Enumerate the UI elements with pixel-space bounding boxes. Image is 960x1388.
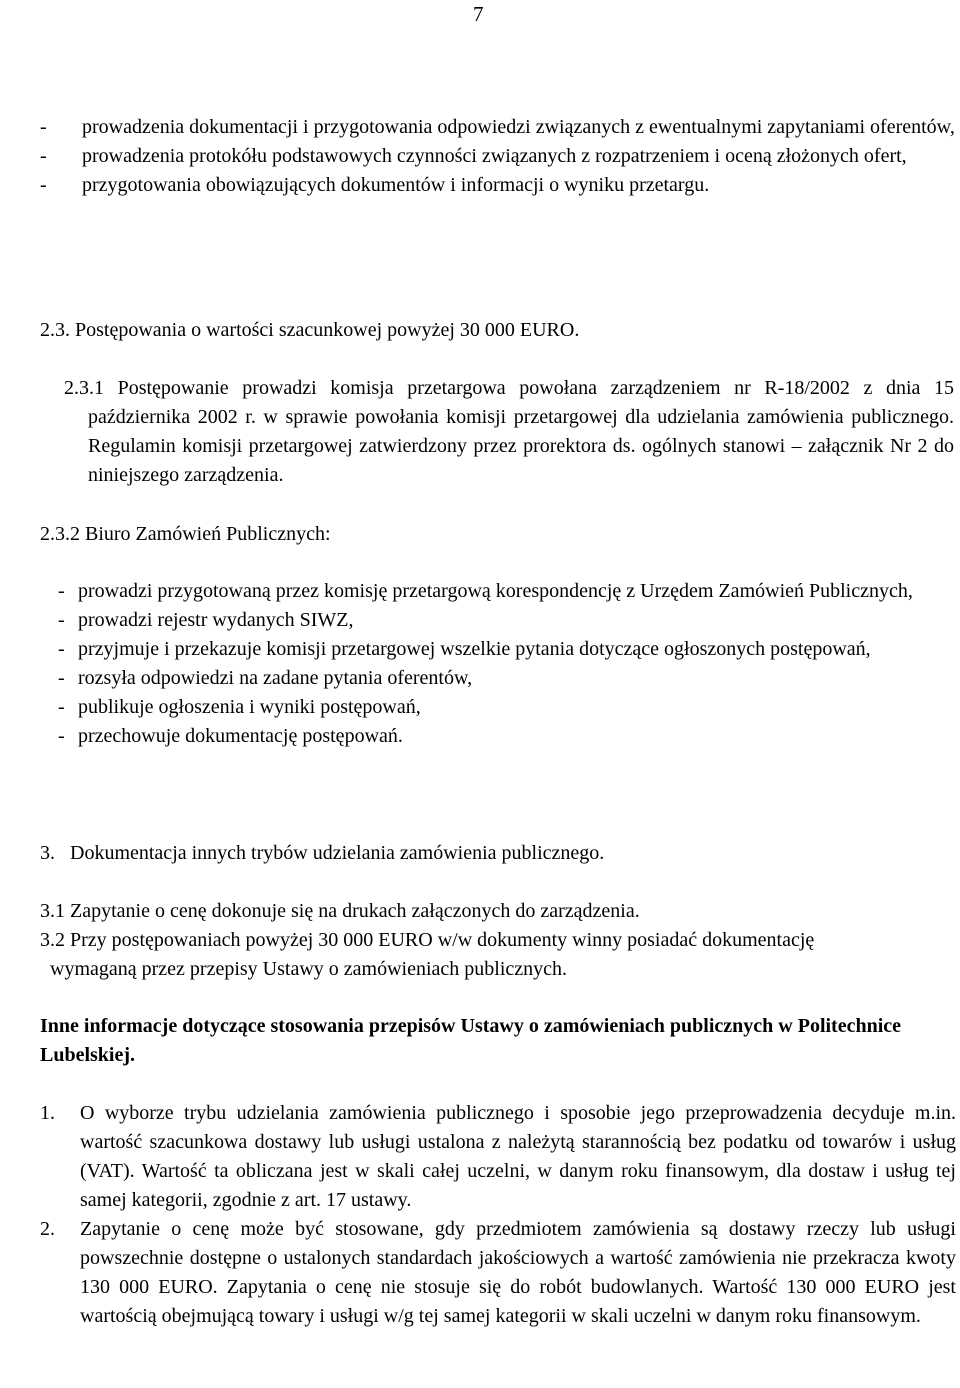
section-number: 2.3.1 — [64, 377, 104, 399]
list-item: - prowadzi rejestr wydanych SIWZ, — [58, 606, 958, 635]
list-marker: 2. — [40, 1218, 55, 1240]
section-3-2 — [40, 926, 890, 984]
section-text: Zapytanie o cenę dokonuje się na drukach załączonych do zarządzenia. — [70, 900, 640, 922]
list-item: - przygotowania obowiązujących dokumentów i informacji o wyniku przetargu. — [40, 171, 956, 200]
section-number: 3. — [40, 842, 55, 864]
section-title: Postępowania o wartości szacunkowej powyżej 30 000 EURO. — [75, 319, 580, 341]
other-info-list — [40, 1099, 956, 1331]
section-3-heading — [40, 839, 956, 868]
section-3-1 — [40, 897, 956, 926]
list-item-text: Zapytanie o cenę może być stosowane, gdy przedmiotem zamówienia są dostawy rzeczy lub usługi powszechnie dostępne o ustalonych standardach jakościowych a wartość zamówienia nie przekracza kwoty 130 000 EURO. Zapytania o cenę nie stosuje się do robót budowlanych. Wartość 130 000 EURO jest wartością obejmującą towary i usługi w/g tej samej kategorii w skali uczelni w danym roku finansowym. — [80, 1218, 956, 1327]
list-item: - przechowuje dokumentację postępowań. — [58, 722, 958, 751]
biuro-duties-list — [58, 577, 958, 751]
section-number: 3.1 — [40, 900, 65, 922]
list-item: - prowadzi przygotowaną przez komisję przetargową korespondencję z Urzędem Zamówień Publicznych, — [58, 577, 958, 606]
list-item: - rozsyła odpowiedzi na zadane pytania oferentów, — [58, 664, 958, 693]
section-2-3-1-paragraph — [64, 374, 954, 490]
list-item: - prowadzenia protokółu podstawowych czynności związanych z rozpatrzeniem i oceną złożonych ofert, — [40, 142, 956, 171]
list-item — [40, 1215, 956, 1331]
other-info-heading: Inne informacje dotyczące stosowania przepisów Ustawy o zamówieniach publicznych w Politechnice Lubelskiej. — [40, 1015, 902, 1066]
list-item: - przyjmuje i przekazuje komisji przetargowej wszelkie pytania dotyczące ogłoszonych postępowań, — [58, 635, 958, 664]
section-text: Postępowanie prowadzi komisja przetargowa powołana zarządzeniem nr R-18/2002 z dnia 15 października 2002 r. w sprawie powołania komisji przetargowej dla udzielania zamówienia publicznego. Regulamin komisji przetargowej zatwierdzony przez prorektora ds. ogólnych stanowi – załącznik Nr 2 do niniejszego zarządzenia. — [88, 377, 955, 486]
section-title: Dokumentacja innych trybów udzielania zamówienia publicznego. — [70, 842, 605, 864]
list-item — [40, 1099, 956, 1215]
section-number — [40, 374, 64, 490]
section-2-3-2-heading: 2.3.2 Biuro Zamówień Publicznych: — [40, 523, 331, 545]
section-number: 3.2 — [40, 929, 65, 951]
list-item: - publikuje ogłoszenia i wyniki postępowań, — [58, 693, 958, 722]
list-item: - prowadzenia dokumentacji i przygotowania odpowiedzi związanych z ewentualnymi zapytaniami oferentów, — [40, 113, 956, 142]
section-2-3-1 — [40, 374, 954, 490]
section-number: 2.3. — [40, 319, 70, 341]
section-2-3-heading — [40, 316, 956, 345]
section-text: Przy postępowaniach powyżej 30 000 EURO w/w dokumenty winny posiadać dokumentację wymaganą przez przepisy Ustawy o zamówieniach publicznych. — [50, 929, 815, 980]
list-item-text: O wyborze trybu udzielania zamówienia publicznego i sposobie jego przeprowadzenia decyduje m.in. wartość szacunkowa dostawy lub usługi ustalona z należytą starannością bez podatku od towarów i usług (VAT). Wartość ta obliczana jest w skali całej uczelni, w danym roku finansowym, dla dostaw i usług tej samej kategorii, zgodnie z art. 17 ustawy. — [80, 1102, 956, 1211]
list-marker: 1. — [40, 1102, 55, 1124]
page-number: 7 — [473, 2, 484, 26]
intro-list — [40, 113, 956, 200]
